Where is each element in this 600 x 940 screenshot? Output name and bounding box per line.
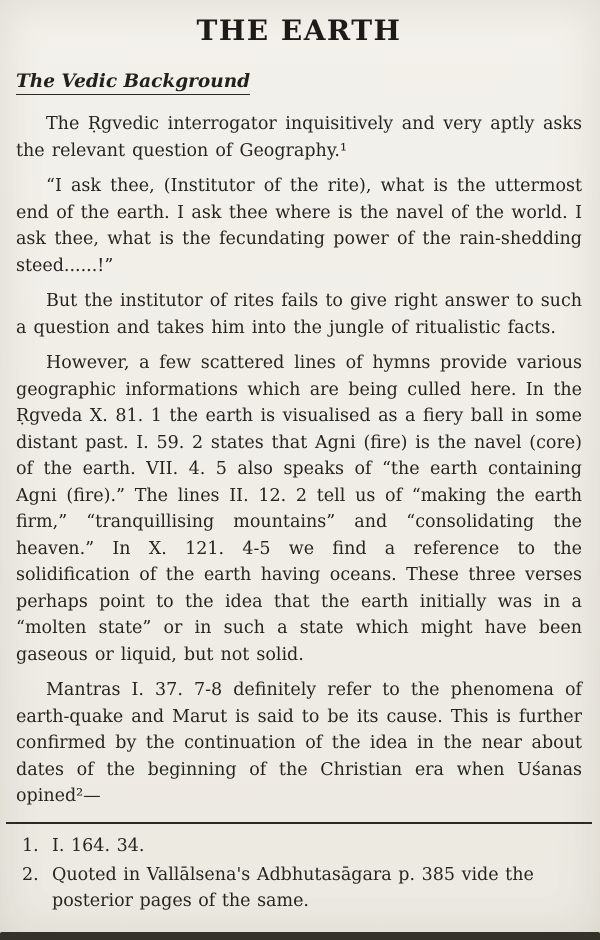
section-heading bbox=[16, 71, 582, 95]
footnote-2 bbox=[16, 862, 582, 914]
footnote-1-text: I. 164. 34. bbox=[52, 835, 145, 856]
paragraph-mantras: Mantras I. 37. 7-8 definitely refer to the phenomena of earth-quake and Marut is said to be its cause. This is further confirmed by the continuation of the idea in the near about dates of the beginning of the Christian era when Uśanas opined²— bbox=[16, 680, 582, 806]
footnote-2-text: Quoted in Vallālsena's Adbhutasāgara p. 385 vide the posterior pages of the same. bbox=[52, 864, 534, 911]
paragraph-intro: The Ṛgvedic interrogator inquisitively and very aptly asks the relevant question of Geography.¹ bbox=[16, 114, 582, 161]
paragraph-institutor: But the institutor of rites fails to give right answer to such a question and takes him into the jungle of ritualistic facts. bbox=[16, 291, 583, 338]
section-heading-text: The Vedic Background bbox=[16, 71, 250, 95]
scan-edge-artifact bbox=[0, 932, 600, 940]
paragraph-quote: “I ask thee, (Institutor of the rite), what is the uttermost end of the earth. I ask thee where is the navel of the world. I ask thee, what is the fecundating power of the rain-shedding steed......!” bbox=[16, 176, 582, 276]
footnote-divider bbox=[6, 822, 592, 824]
footnote-1-number: 1. bbox=[22, 835, 39, 856]
footnote-2-number: 2. bbox=[22, 864, 39, 885]
paragraph-hymns: However, a few scattered lines of hymns provide various geographic informations which are being culled here. In the Ṛgveda X. 81. 1 the earth is visualised as a fiery ball in some distant past. I. 59. 2 states that Agni (fire) is the navel (core) of the earth. VII. 4. 5 also speaks of “the earth containing Agni (fire).” The lines II. 12. 2 tell us of “making the earth firm,” “tranquillising mountains” and “consolidating the heaven.” In X. 121. 4-5 we find a reference to the solidification of the earth having oceans. These three verses perhaps point to the idea that the earth initially was in a “molten state” or in such a state which might have been gaseous or liquid, but not solid. bbox=[16, 353, 582, 665]
page-title: THE EARTH bbox=[196, 14, 402, 47]
footnote-1 bbox=[16, 833, 582, 859]
